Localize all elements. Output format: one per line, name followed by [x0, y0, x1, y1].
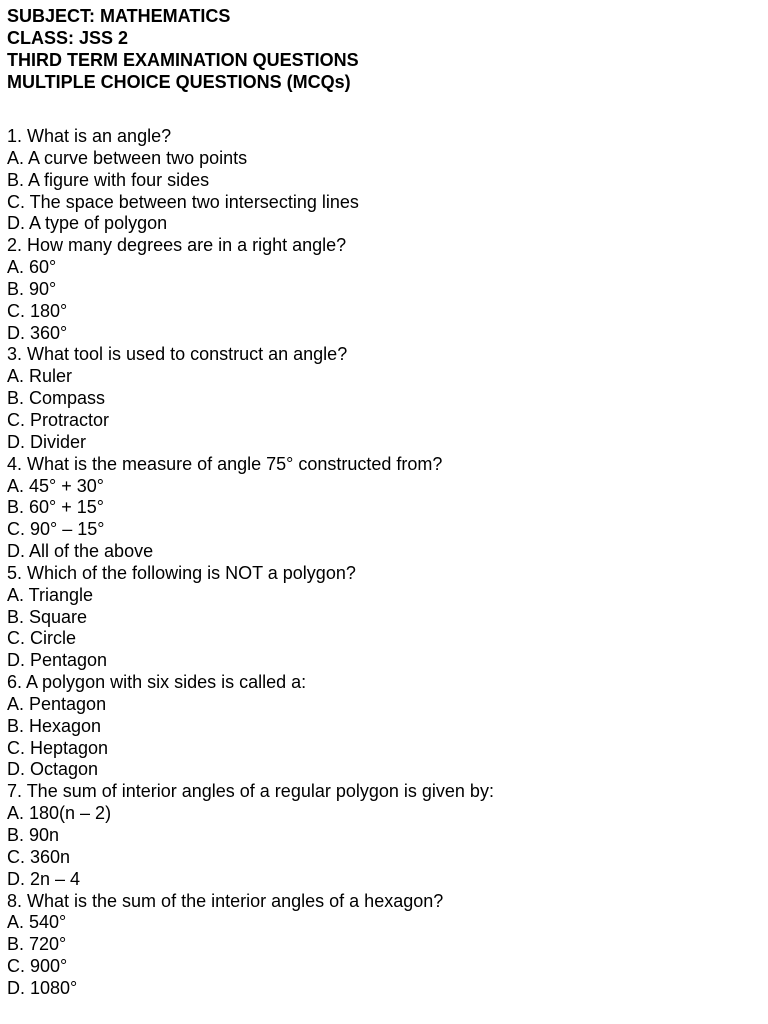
question-block — [7, 126, 758, 235]
answer-option: C. 180° — [7, 300, 68, 321]
question-text: 1. What is an angle? — [7, 126, 172, 146]
question-list — [7, 126, 758, 1000]
answer-option: A. 45° + 30° — [7, 475, 104, 496]
class-heading: CLASS: JSS 2 — [7, 28, 129, 48]
answer-option: A. 540° — [7, 912, 67, 933]
answer-option: C. 360n — [7, 846, 71, 867]
answer-option: D. All of the above — [7, 541, 154, 562]
section-title: MULTIPLE CHOICE QUESTIONS (MCQs) — [7, 72, 351, 92]
answer-option: D. Octagon — [7, 759, 99, 780]
answer-option: A. A curve between two points — [7, 147, 248, 168]
answer-option: C. Protractor — [7, 409, 110, 430]
question-text: 5. Which of the following is NOT a polygon? — [7, 562, 356, 583]
answer-option: C. Heptagon — [7, 737, 109, 758]
question-block — [7, 454, 758, 563]
question-block — [7, 563, 758, 672]
answer-option: D. 360° — [7, 322, 68, 343]
question-block — [7, 781, 758, 890]
answer-option: A. Pentagon — [7, 693, 107, 714]
answer-option: D. Pentagon — [7, 650, 108, 671]
answer-option: A. 180(n – 2) — [7, 803, 112, 824]
answer-option: B. 90° — [7, 278, 57, 299]
question-text: 3. What tool is used to construct an angle? — [7, 344, 348, 365]
answer-option: D. 2n – 4 — [7, 868, 81, 889]
answer-option: D. 1080° — [7, 977, 78, 998]
answer-option: B. A figure with four sides — [7, 169, 210, 190]
header-spacer — [7, 93, 758, 126]
answer-option: A. Triangle — [7, 584, 94, 605]
question-text: 6. A polygon with six sides is called a: — [7, 672, 307, 693]
question-block — [7, 235, 758, 344]
question-block — [7, 672, 758, 781]
answer-option: C. The space between two intersecting lines — [7, 191, 359, 212]
answer-option: D. Divider — [7, 431, 87, 452]
answer-option: C. 900° — [7, 956, 68, 977]
question-text: 7. The sum of interior angles of a regular polygon is given by: — [7, 781, 494, 802]
exam-document — [7, 5, 758, 1000]
question-text: 4. What is the measure of angle 75° constructed from? — [7, 453, 443, 474]
answer-option: B. 90n — [7, 825, 60, 845]
answer-option: C. Circle — [7, 628, 77, 649]
answer-option: C. 90° – 15° — [7, 519, 105, 540]
exam-title: THIRD TERM EXAMINATION QUESTIONS — [7, 50, 359, 70]
answer-option: A. Ruler — [7, 366, 73, 387]
answer-option: B. Compass — [7, 388, 106, 409]
answer-option: A. 60° — [7, 257, 57, 278]
question-text: 2. How many degrees are in a right angle? — [7, 235, 347, 256]
subject-heading: SUBJECT: MATHEMATICS — [7, 6, 231, 26]
answer-option: D. A type of polygon — [7, 213, 168, 234]
answer-option: B. Square — [7, 606, 88, 627]
answer-option: B. 60° + 15° — [7, 497, 104, 518]
answer-option: B. Hexagon — [7, 715, 102, 736]
question-block — [7, 344, 758, 453]
question-text: 8. What is the sum of the interior angles of a hexagon? — [7, 890, 444, 911]
answer-option: B. 720° — [7, 934, 67, 955]
question-block — [7, 891, 758, 1000]
